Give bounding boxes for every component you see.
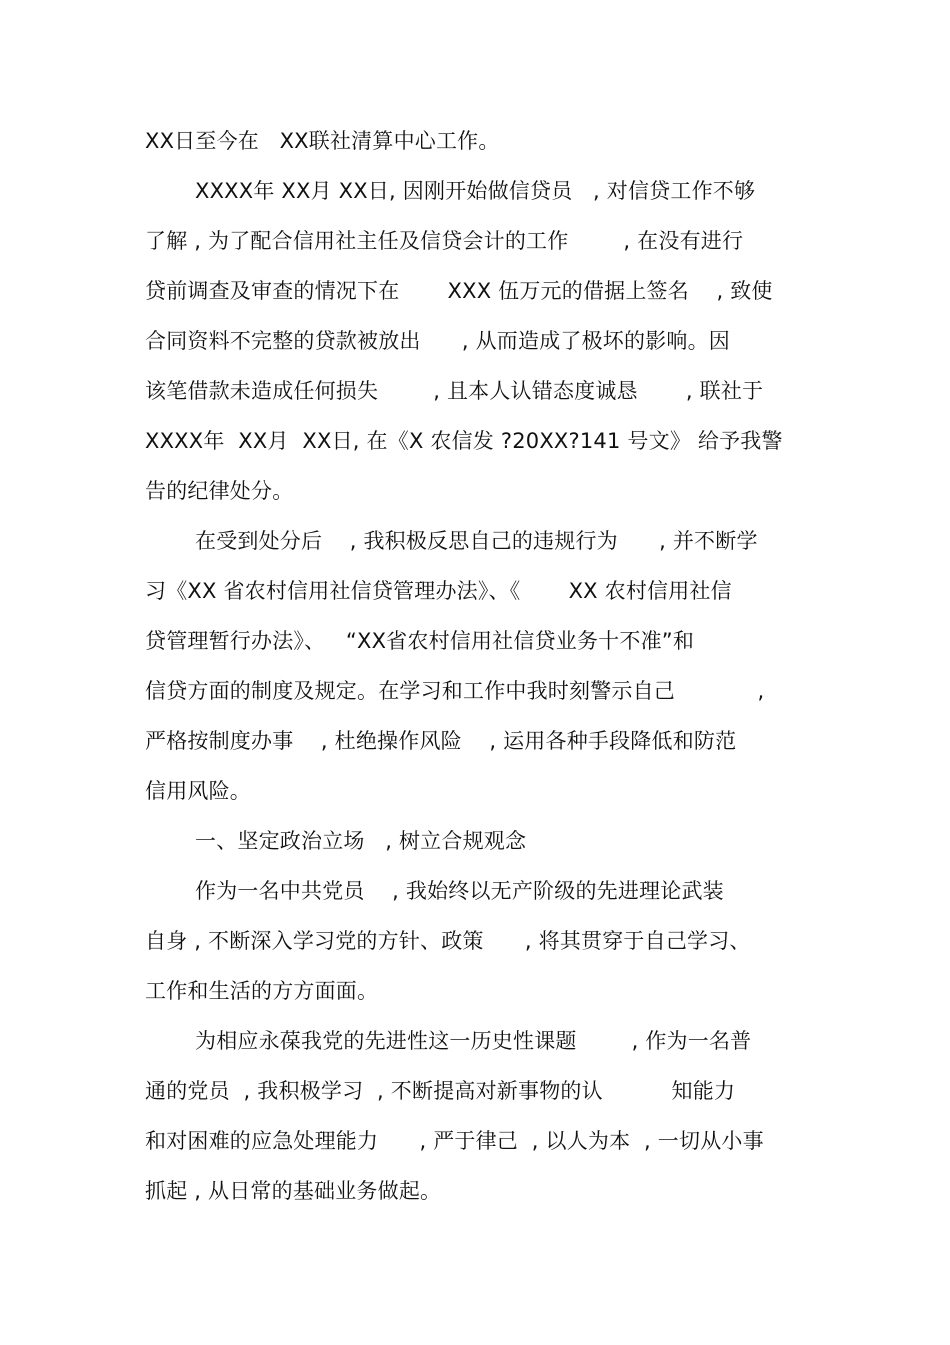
text-line-20: 通的党员 , 我积极学习 , 不断提高对新事物的认 知能力 xyxy=(145,1079,736,1103)
text-line-19: 为相应永葆我党的先进性这一历史性课题 , 作为一名普 xyxy=(195,1029,752,1053)
text-line-4: 贷前调查及审查的情况下在 XXX 伍万元的借据上签名 , 致使 xyxy=(145,279,773,303)
text-line-22: 抓起 , 从日常的基础业务做起。 xyxy=(145,1179,442,1203)
text-line-1: XX日至今在 XX联社清算中心工作。 xyxy=(145,129,500,153)
text-line-14: 信用风险。 xyxy=(145,779,251,803)
text-line-7: XXXX年 XX月 XX日, 在《X 农信发 ?20XX?141 号文》 给予我警 xyxy=(145,429,783,453)
text-line-2: XXXX年 XX月 XX日, 因刚开始做信贷员 , 对信贷工作不够 xyxy=(195,179,756,203)
text-line-10: 习《XX 省农村信用社信贷管理办法》、《 XX 农村信用社信 xyxy=(145,579,732,603)
text-line-18: 工作和生活的方方面面。 xyxy=(145,979,379,1003)
text-line-6: 该笔借款未造成任何损失 , 且本人认错态度诚恳 , 联社于 xyxy=(145,379,764,403)
section-heading: 一、坚定政治立场 , 树立合规观念 xyxy=(195,829,527,853)
text-line-12: 信贷方面的制度及规定。在学习和工作中我时刻警示自己 , xyxy=(145,679,765,703)
text-line-16: 作为一名中共党员 , 我始终以无产阶级的先进理论武装 xyxy=(195,879,724,903)
text-line-17: 自身 , 不断深入学习党的方针、政策 , 将其贯穿于自己学习、 xyxy=(145,929,751,953)
text-line-5: 合同资料不完整的贷款被放出 , 从而造成了极坏的影响。因 xyxy=(145,329,730,353)
text-line-11: 贷管理暂行办法》、 “XX省农村信用社信贷业务十不准”和 xyxy=(145,629,695,653)
text-line-21: 和对困难的应急处理能力 , 严于律己 , 以人为本 , 一切从小事 xyxy=(145,1129,764,1153)
text-line-9: 在受到处分后 , 我积极反思自己的违规行为 , 并不断学 xyxy=(195,529,758,553)
text-line-8: 告的纪律处分。 xyxy=(145,479,294,503)
text-line-3: 了解 , 为了配合信用社主任及信贷会计的工作 , 在没有进行 xyxy=(145,229,744,253)
text-line-13: 严格按制度办事 , 杜绝操作风险 , 运用各种手段降低和防范 xyxy=(145,729,737,753)
